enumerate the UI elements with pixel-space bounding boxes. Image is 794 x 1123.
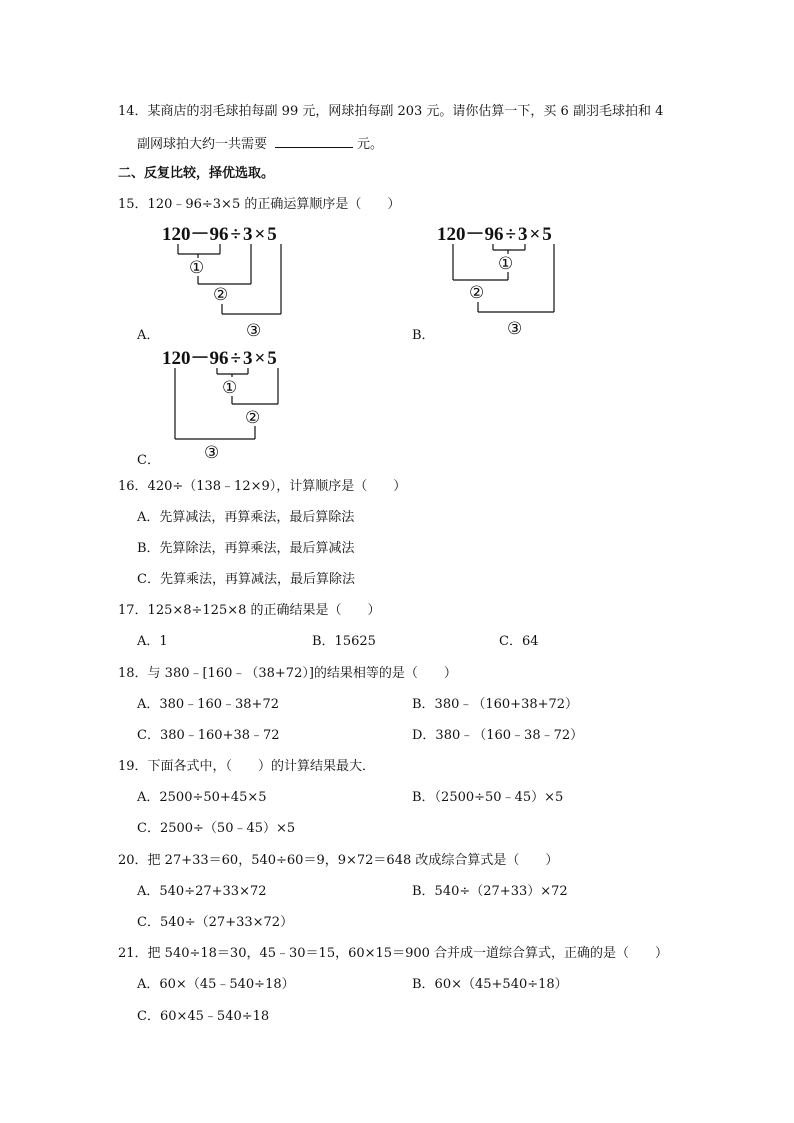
- q14-answer-blank[interactable]: [275, 135, 353, 148]
- q19-option-c[interactable]: C．2500÷（50﹣45）×5: [137, 821, 296, 836]
- q15-a-expression: 120－96 ÷ 3 × 5: [162, 224, 277, 245]
- q15-b-expression: 120－96 ÷ 3 × 5: [437, 224, 552, 245]
- q15-diagram-c: [160, 344, 300, 464]
- q15-option-b[interactable]: B．: [412, 328, 435, 343]
- q15-c-step3: ③: [204, 443, 220, 463]
- q21-option-a[interactable]: A．60×（45﹣540÷18）: [137, 977, 295, 992]
- q20-option-a[interactable]: A．540÷27+33×72: [137, 884, 267, 899]
- q15-diagram-b: [435, 220, 575, 342]
- q17-question: 17．125×8÷125×8 的正确结果是（ ）: [118, 603, 381, 618]
- q18-option-b[interactable]: B．380﹣（160+38+72）: [412, 697, 579, 712]
- section2-title: 二、反复比较，择优选取。: [118, 166, 275, 181]
- q14-line2: [137, 135, 383, 153]
- q19-option-b[interactable]: B．（2500÷50﹣45）×5: [412, 790, 564, 805]
- q20-question: 20．把 27+33＝60，540÷60＝9，9×72＝648 改成综合算式是（ ）: [118, 853, 559, 868]
- q15-a-step1: ①: [189, 258, 205, 278]
- q15-c-step2: ②: [245, 408, 261, 428]
- q15-b-step1: ①: [498, 254, 514, 274]
- q15-c-step1: ①: [222, 378, 238, 398]
- q21-option-c[interactable]: C．60×45﹣540÷18: [137, 1009, 270, 1024]
- q14-line2-prefix: 副网球拍大约一共需要: [137, 137, 268, 152]
- q15-a-step2: ②: [213, 285, 229, 305]
- q16-option-b[interactable]: B．先算除法，再算乘法，最后算减法: [137, 541, 355, 556]
- q14-line2-suffix: 元。: [357, 137, 384, 152]
- q15-diagram-a: [160, 220, 300, 342]
- q17-option-a[interactable]: A．1: [137, 634, 168, 649]
- q15-option-c[interactable]: C．: [137, 453, 160, 468]
- q18-option-a[interactable]: A．380﹣160﹣38+72: [137, 697, 279, 712]
- q16-option-a[interactable]: A．先算减法，再算乘法，最后算除法: [137, 510, 355, 525]
- q14-line1: 14．某商店的羽毛球拍每副 99 元，网球拍每副 203 元。请你估算一下，买 6 副羽毛球拍和 4: [118, 104, 664, 119]
- q21-question: 21．把 540÷18＝30，45﹣30＝15，60×15＝900 合并成一道综合算式，正确的是（ ）: [118, 946, 669, 961]
- q17-option-c[interactable]: C．64: [499, 634, 539, 649]
- q21-option-b[interactable]: B．60×（45+540÷18）: [412, 977, 568, 992]
- q18-option-d[interactable]: D．380﹣（160﹣38﹣72）: [412, 728, 584, 743]
- q16-option-c[interactable]: C．先算乘法，再算减法，最后算除法: [137, 572, 355, 587]
- q15-question: 15．120﹣96÷3×5 的正确运算顺序是（ ）: [118, 197, 401, 212]
- q18-question: 18．与 380﹣[160﹣（38+72）]的结果相等的是（ ）: [118, 666, 457, 681]
- q20-option-b[interactable]: B．540÷（27+33）×72: [412, 884, 568, 899]
- q17-option-b[interactable]: B．15625: [312, 634, 376, 649]
- q15-c-expression: 120－96 ÷ 3 × 5: [162, 348, 277, 369]
- q15-b-step2: ②: [469, 283, 485, 303]
- q20-option-c[interactable]: C．540÷（27+33×72）: [137, 915, 294, 930]
- q15-option-a[interactable]: A．: [137, 328, 160, 343]
- q16-question: 16．420÷（138﹣12×9），计算顺序是（ ）: [118, 479, 407, 494]
- q15-a-step3: ③: [246, 321, 262, 341]
- q19-option-a[interactable]: A．2500÷50+45×5: [137, 790, 267, 805]
- q19-question: 19．下面各式中，（ ）的计算结果最大．: [118, 759, 376, 774]
- q18-option-c[interactable]: C．380﹣160+38﹣72: [137, 728, 280, 743]
- q15-b-step3: ③: [507, 319, 523, 339]
